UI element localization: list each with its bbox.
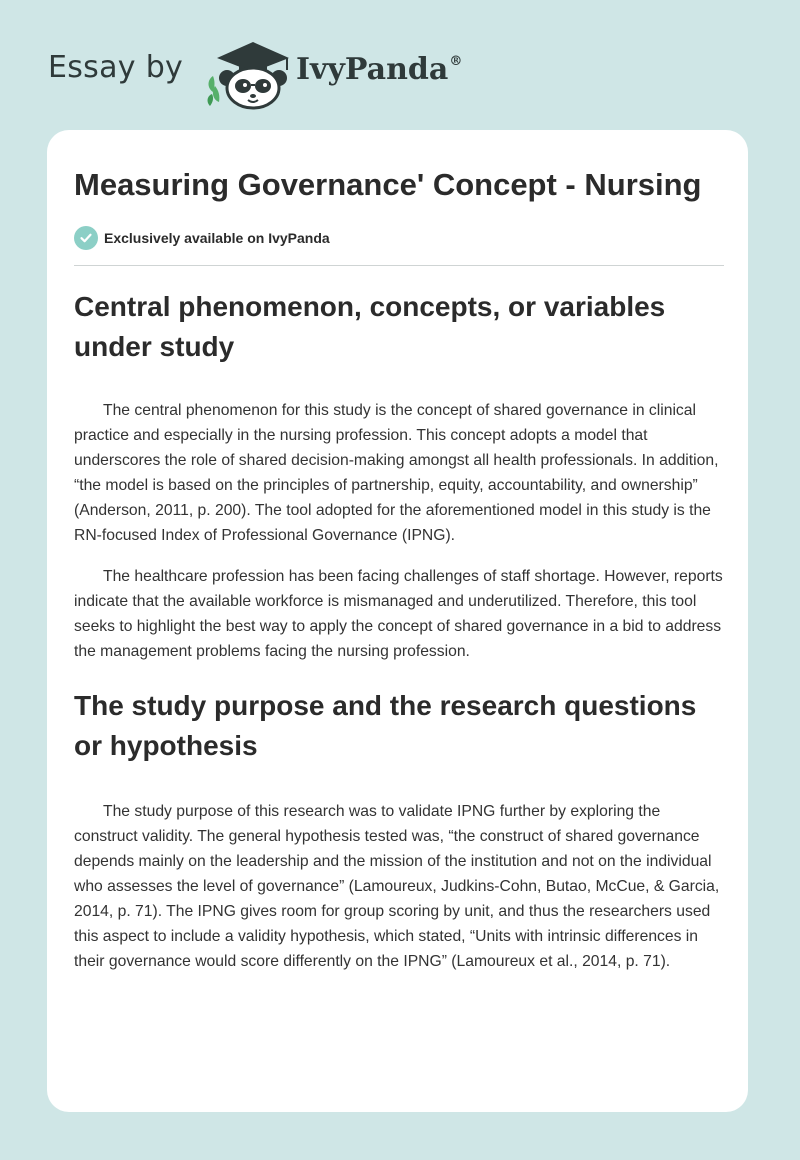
brand-name[interactable]: IvyPanda®: [296, 52, 463, 87]
essay-by-label: Essay by: [48, 50, 184, 85]
essay-content: [74, 164, 724, 974]
exclusive-badge: [74, 225, 724, 251]
section-paragraph: The healthcare profession has been facing challenges of staff shortage. However, reports indicate that the available workforce is mismanaged and underutilized. Therefore, this tool seeks to highlight the best way to apply the concept of shared governance in a bid to address the management problems facing the nursing profession.: [74, 568, 723, 660]
section-paragraph: The study purpose of this research was to validate IPNG further by exploring the construct validity. The general hypothesis tested was, “the construct of shared governance depends mainly on the leadership and the mission of the institution and not on the individual who assesses the level of governance” (Lamoureux, Judkins-Cohn, Butao, McCue, & Garcia, 2014, p. 71). The IPNG gives room for group scoring by unit, and thus the researchers used this aspect to include a validity hypothesis, which stated, “Units with intrinsic differences in their governance would score differently on the IPNG” (Lamoureux et al., 2014, p. 71).: [74, 803, 720, 970]
exclusive-label: Exclusively available on IvyPanda: [104, 230, 330, 246]
check-circle-icon: [74, 226, 98, 250]
title-divider: [74, 265, 724, 266]
section-paragraph: The central phenomenon for this study is the concept of shared governance in clinical practice and especially in the nursing profession. This concept adopts a model that underscores the role of shared decision-making amongst all health professionals. In addition, “the model is based on the principles of partnership, equity, accountability, and ownership” (Anderson, 2011, p. 200). The tool adopted for the aforementioned model in this study is the RN-focused Index of Professional Governance (IPNG).: [74, 402, 719, 544]
section-heading: The study purpose and the research questions or hypothesis: [74, 690, 697, 761]
panda-graduate-logo-icon[interactable]: [203, 36, 293, 110]
site-header: [48, 36, 508, 110]
essay-title: Measuring Governance' Concept - Nursing: [74, 167, 702, 202]
essay-card: [47, 130, 748, 1112]
section-heading: Central phenomenon, concepts, or variables under study: [74, 291, 666, 362]
